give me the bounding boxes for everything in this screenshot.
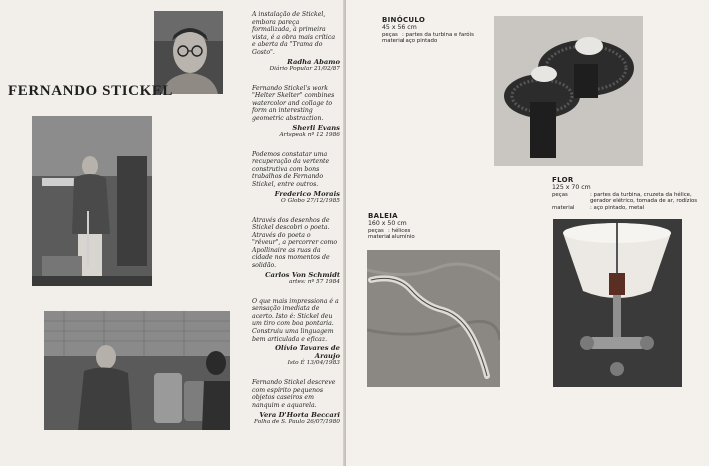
baleia-image bbox=[367, 250, 500, 387]
spec-label: peças bbox=[368, 227, 384, 234]
quote-source: Isto É 13/04/1983 bbox=[287, 360, 340, 367]
press-quote bbox=[252, 85, 340, 139]
binoculo-photo bbox=[494, 16, 643, 166]
quote-author: Carlos Von Schmidt bbox=[265, 270, 340, 279]
press-quote bbox=[252, 11, 340, 73]
press-quote bbox=[252, 379, 340, 425]
quote-source: Artspeak nº 12 1986 bbox=[279, 131, 340, 138]
quote-source: O Globo 27/12/1985 bbox=[280, 197, 340, 204]
binoculo-image bbox=[494, 16, 643, 166]
flor-photo bbox=[553, 219, 682, 387]
work-title: BINÓCULO bbox=[382, 16, 426, 24]
spec-label: peças bbox=[382, 31, 398, 38]
quote-text: A instalação de Stickel, embora pareça formalizada, à primeira vista, é a obra mais crítica e aberta da "Trama do Gosto". bbox=[252, 11, 336, 56]
work-caption-flor bbox=[552, 176, 707, 211]
workshop-image-2 bbox=[44, 311, 230, 430]
spec-label: peças bbox=[552, 191, 568, 198]
right-page bbox=[346, 0, 709, 466]
flor-image bbox=[553, 219, 682, 387]
quote-author: Sherli Evans bbox=[292, 123, 340, 132]
artist-name: FERNANDO STICKEL bbox=[8, 83, 174, 99]
quote-author: Olívio Tavares de Araujo bbox=[275, 344, 340, 361]
work-size: 160 x 50 cm bbox=[368, 220, 407, 227]
work-spec-pieces bbox=[382, 32, 502, 39]
work-spec-material bbox=[552, 205, 707, 212]
press-quote bbox=[252, 151, 340, 205]
quote-author: Vera D'Horta Beccari bbox=[259, 410, 340, 419]
quote-author: Radha Abamo bbox=[287, 57, 340, 66]
spec-value: : partes da turbina e faróis bbox=[402, 31, 474, 38]
work-caption-binoculo bbox=[382, 16, 502, 45]
portrait-image bbox=[154, 11, 223, 94]
quote-source: Folha de S. Paulo 26/07/1980 bbox=[254, 418, 340, 425]
baleia-photo bbox=[367, 250, 500, 387]
press-quote bbox=[252, 298, 340, 368]
quote-text: Fernando Stickel descreve com espírito pequenos objetos caseiros em nanquim e aquarela. bbox=[252, 379, 336, 409]
workshop-photo-2 bbox=[44, 311, 230, 430]
spec-label: material bbox=[382, 38, 405, 45]
quote-text: Através dos desenhos de Stickel descobri o poeta. Através do poeta o "rêveur", a percorrer como Apollinaire as ruas da cidade nos momentos de solidão. bbox=[252, 216, 338, 270]
spec-value: : hélices bbox=[388, 227, 411, 234]
spec-value: : alumínio bbox=[388, 234, 415, 241]
workshop-photo-1 bbox=[32, 116, 152, 286]
work-caption-baleia bbox=[368, 212, 488, 241]
quote-source: Diário Popular 21/02/87 bbox=[269, 65, 340, 72]
work-title: FLOR bbox=[552, 176, 574, 184]
work-spec-material bbox=[382, 38, 502, 45]
work-spec-pieces bbox=[368, 228, 488, 235]
spec-label: material bbox=[552, 204, 575, 211]
quote-text: O que mais impressiona é a sensação imediata de acerto. Isto é: Stickel deu um tiro com boa pontaria. Construiu uma linguagem bem articulada e eficaz. bbox=[252, 297, 339, 343]
left-page bbox=[0, 0, 346, 466]
work-size: 45 x 56 cm bbox=[382, 24, 417, 31]
work-title: BALEIA bbox=[368, 212, 398, 220]
quote-text: Fernando Stickel's work "Helter Skelter" combines watercolor and collage to form an interesting geometric abstraction. bbox=[252, 84, 335, 122]
work-spec-pieces bbox=[552, 192, 707, 205]
workshop-image-1 bbox=[32, 116, 152, 286]
portrait-photo bbox=[154, 11, 223, 94]
work-spec-material bbox=[368, 234, 488, 241]
spec-value: : aço pintado, metal bbox=[590, 204, 645, 211]
press-quote bbox=[252, 217, 340, 286]
spec-value: : partes da turbina, cruzeta da hélice, gerador elétrico, tomada de ar, rodízios bbox=[590, 191, 698, 205]
spec-label: material bbox=[368, 234, 391, 241]
press-quotes bbox=[252, 11, 340, 438]
quote-source: artes: nº 57 1984 bbox=[288, 278, 340, 285]
quote-author: Frederico Morais bbox=[274, 189, 340, 198]
quote-text: Podemos constatar uma recuperação da vertente construtiva com bons trabalhos de Fernando Stickel, entre outros. bbox=[252, 150, 330, 188]
spec-value: : aço pintado bbox=[402, 38, 438, 45]
work-size: 125 x 70 cm bbox=[552, 184, 591, 191]
